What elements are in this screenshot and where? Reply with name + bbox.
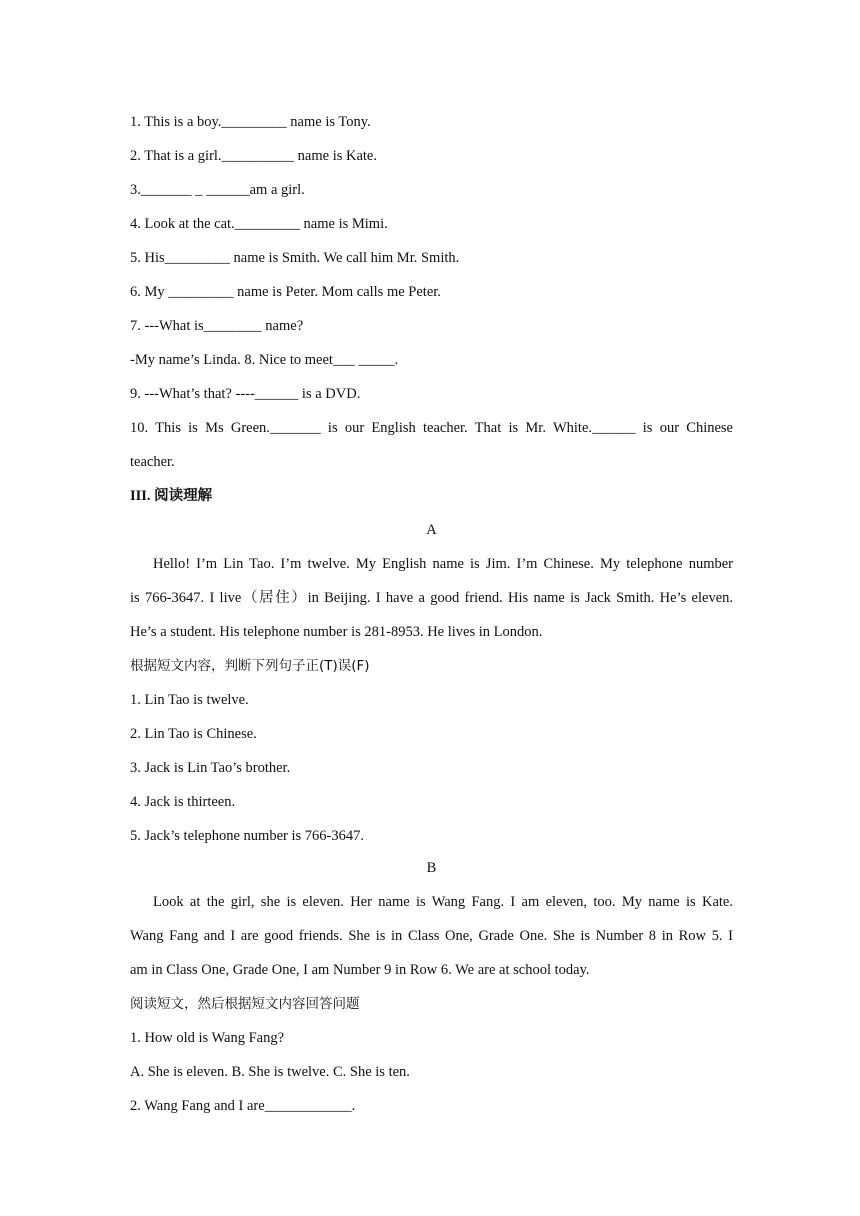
- question-line: 3. Jack is Lin Tao’s brother.: [130, 760, 291, 776]
- passage-a-line: Hello! I’m Lin Tao. I’m twelve. My English name is Jim. I’m Chinese. My telephone number: [153, 556, 733, 572]
- exercise-line: 6. My _________ name is Peter. Mom calls me Peter.: [130, 284, 441, 300]
- question-line: 2. Wang Fang and I are____________.: [130, 1098, 356, 1114]
- exercise-line: 2. That is a girl.__________ name is Kate.: [130, 148, 377, 164]
- question-line: 4. Jack is thirteen.: [130, 794, 236, 810]
- passage-a-line: is 766-3647. I live（居住）in Beijing. I have a good friend. His name is Jack Smith. He’s eleven.: [130, 590, 733, 606]
- exercise-line: 7. ---What is________ name?: [130, 318, 304, 334]
- passage-a-line: He’s a student. His telephone number is 281-8953. He lives in London.: [130, 624, 543, 640]
- question-line: 1. Lin Tao is twelve.: [130, 692, 249, 708]
- exercise-line: 9. ---What’s that? ----______ is a DVD.: [130, 386, 361, 402]
- exercise-line: 1. This is a boy._________ name is Tony.: [130, 114, 371, 130]
- question-line: 5. Jack’s telephone number is 766-3647.: [130, 828, 364, 844]
- question-line: 1. How old is Wang Fang?: [130, 1030, 285, 1046]
- exercise-line: teacher.: [130, 454, 175, 470]
- passage-b-line: Wang Fang and I are good friends. She is in Class One, Grade One. She is Number 8 in Row 5. I: [130, 928, 733, 944]
- exercise-line: 5. His_________ name is Smith. We call him Mr. Smith.: [130, 250, 460, 266]
- exercise-line: 4. Look at the cat._________ name is Mimi.: [130, 216, 388, 232]
- exercise-line: -My name’s Linda. 8. Nice to meet___ _____.: [130, 352, 399, 368]
- exercise-line: 10. This is Ms Green._______ is our English teacher. That is Mr. White.______ is our Chinese: [130, 420, 733, 436]
- section-title: III. 阅读理解: [130, 488, 213, 504]
- passage-a-instruction: 根据短文内容，判断下列句子正(T)误(F): [130, 658, 370, 674]
- passage-b-label: B: [426, 860, 437, 876]
- passage-b-line: am in Class One, Grade One, I am Number 9 in Row 6. We are at school today.: [130, 962, 590, 978]
- question-line: 2. Lin Tao is Chinese.: [130, 726, 257, 742]
- answer-options: A. She is eleven. B. She is twelve. C. She is ten.: [130, 1064, 410, 1080]
- passage-b-line: Look at the girl, she is eleven. Her name is Wang Fang. I am eleven, too. My name is Kate.: [153, 894, 733, 910]
- passage-b-instruction: 阅读短文，然后根据短文内容回答问题: [130, 996, 360, 1012]
- exercise-line: 3._______ _ ______am a girl.: [130, 182, 305, 198]
- passage-a-label: A: [426, 522, 437, 538]
